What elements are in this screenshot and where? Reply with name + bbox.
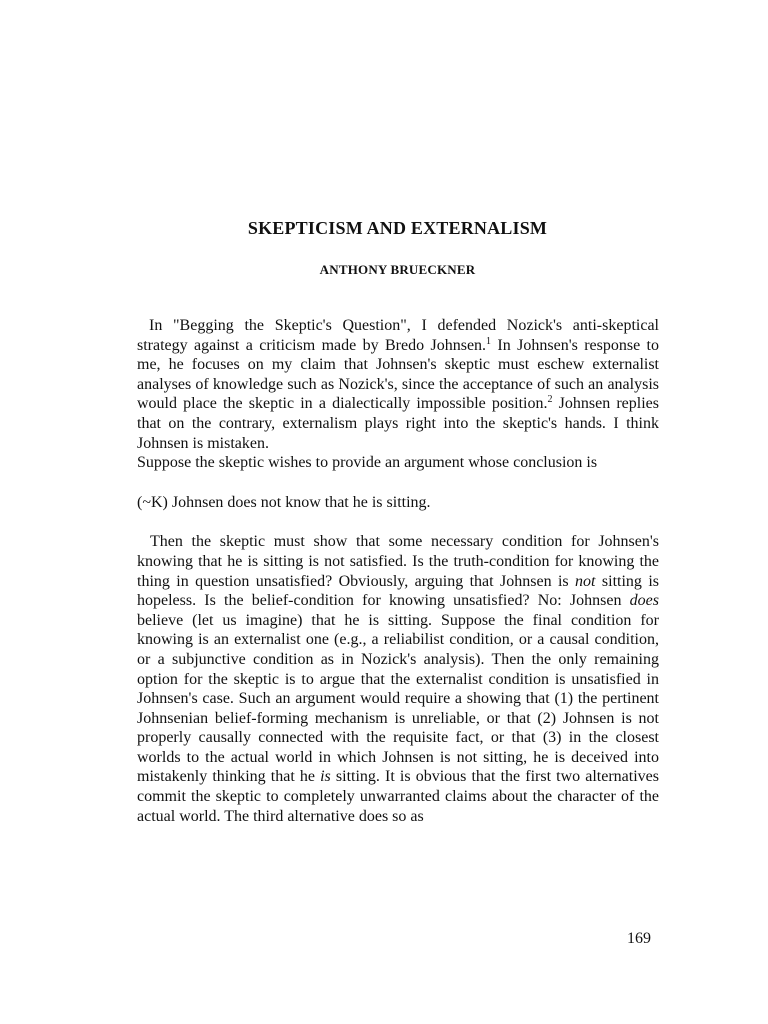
paragraph-argument-text-b: sitting is hopeless. Is the belief-condition for knowing unsatisfied? No: Johnsen bbox=[137, 572, 659, 610]
premise-not-k: (~K) Johnsen does not know that he is sitting. bbox=[137, 493, 431, 511]
footnote-marker-1[interactable]: 1 bbox=[486, 335, 492, 347]
page-number: 169 bbox=[627, 930, 651, 947]
paragraph-argument-text-d: sitting. It is obvious that the first two alternatives commit the skeptic to completely unwarranted claims about the character of the actual world. The third alternative does so as bbox=[137, 768, 659, 825]
emphasis-not: not bbox=[575, 572, 596, 590]
footnote-marker-2[interactable]: 2 bbox=[547, 394, 553, 406]
emphasis-does: does bbox=[629, 592, 659, 610]
paragraph-suppose-text: Suppose the skeptic wishes to provide an argument whose conclusion is bbox=[137, 454, 598, 472]
paragraph-argument bbox=[137, 532, 659, 826]
emphasis-is: is bbox=[320, 768, 331, 786]
article-author: ANTHONY BRUECKNER bbox=[319, 262, 476, 277]
paragraph-intro-text-c: Johnsen replies that on the contrary, externalism plays right into the skeptic's hands. I think Johnsen is mistaken. bbox=[137, 395, 659, 452]
article-title: SKEPTICISM AND EXTERNALISM bbox=[247, 218, 548, 238]
paragraph-suppose bbox=[137, 453, 659, 473]
paragraph-argument-text-c: believe (let us imagine) that he is sitting. Suppose the final condition for knowing is an externalist one (e.g., a reliabilist condition, or a causal condition, or a subjunctive condition as in Nozick's analysis). Then the only remaining option for the skeptic is to argue that the externalist condition is unsatisfied in Johnsen's case. Such an argument would require a showing that (1) the pertinent Johnsenian belief-forming mechanism is unreliable, or that (2) Johnsen is not properly causally connected with the requisite fact, or that (3) in the closest worlds to the actual world in which Johnsen is not sitting, he is deceived into mistakenly thinking that he bbox=[137, 611, 659, 786]
paragraph-argument-text-a: Then the skeptic must show that some necessary condition for Johnsen's knowing that he is sitting is not satisfied. Is the truth-condition for knowing the thing in question unsatisfied? Obviously, arguing that Johnsen is bbox=[137, 533, 659, 590]
paragraph-intro-text-a: In "Begging the Skeptic's Question", I defended Nozick's anti-skeptical strategy against a criticism made by Bredo Johnsen. bbox=[137, 317, 659, 354]
paragraph-intro-text-b: In Johnsen's response to me, he focuses on my claim that Johnsen's skeptic must eschew externalist analyses of knowledge such as Nozick's, since the acceptance of such an analysis would place the skeptic in a dialectically impossible position. bbox=[137, 336, 660, 413]
article-body bbox=[137, 316, 659, 826]
paragraph-intro bbox=[137, 316, 659, 453]
